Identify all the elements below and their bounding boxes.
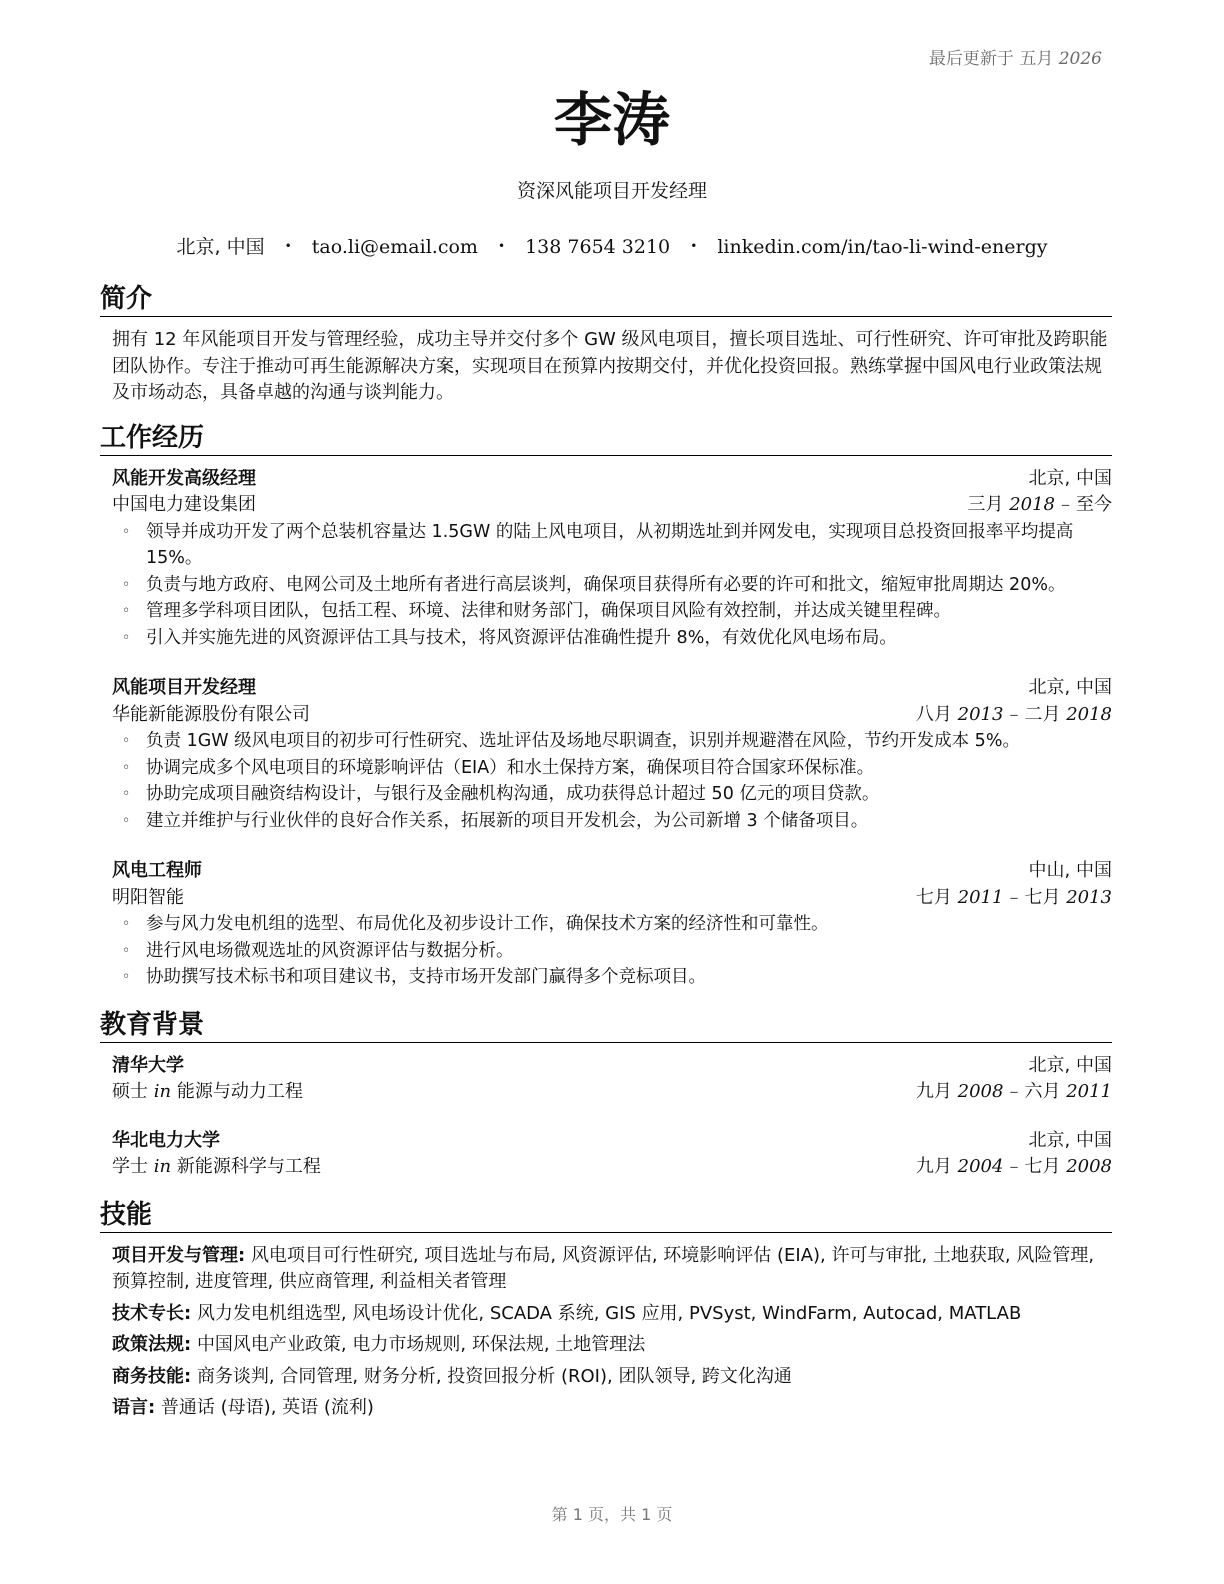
skill-label: 商务技能: (112, 1365, 192, 1387)
bullet-text: 参与风力发电机组的选型、布局优化及初步设计工作，确保技术方案的经济性和可靠性。 (146, 914, 829, 934)
degree-line (112, 1079, 303, 1106)
last-updated-year: 2026 (1058, 49, 1102, 69)
date-dash: – (1009, 703, 1019, 725)
degree-field: 能源与动力工程 (176, 1081, 303, 1102)
skill-row (112, 1301, 1112, 1328)
date-dash: – (1009, 1156, 1019, 1177)
edu-end-year: 2008 (1066, 1156, 1112, 1177)
candidate-title: 资深风能项目开发经理 (516, 180, 707, 202)
edu-dates (916, 1079, 1112, 1106)
resume-body (100, 282, 1112, 1428)
degree-line (112, 1154, 321, 1181)
contact-location: 北京, 中国 (176, 236, 265, 258)
experience-heading: 工作经历 (100, 421, 1112, 456)
skill-label: 政策法规: (112, 1334, 192, 1355)
job-dates (916, 885, 1112, 912)
contact-linkedin-link[interactable]: linkedin.com/in/tao-li-wind-energy (717, 236, 1048, 258)
skill-text: 普通话 (母语), 英语 (流利) (160, 1397, 374, 1418)
job-company: 中国电力建设集团 (112, 494, 256, 515)
job-dates (916, 702, 1112, 729)
contact-separator: • (497, 239, 506, 253)
summary-text: 拥有 12 年风能项目开发与管理经验，成功主导并交付多个 GW 级风电项目，擅长项目选址、可行性研究、许可审批及跨职能团队协作。专注于推动可再生能源解决方案，实现项目在预算内按期交付，并优化投资回报。熟练掌握中国风电行业政策法规及市场动态，具备卓越的沟通与谈判能力。 (112, 329, 1108, 403)
job-location: 中山, 中国 (1028, 860, 1112, 881)
edu-end-month: 六月 (1024, 1081, 1061, 1102)
list-item (112, 808, 1112, 835)
job-company: 华能新能源股份有限公司 (112, 703, 310, 725)
summary-section (100, 282, 1112, 407)
last-updated-month: 五月 (1019, 49, 1054, 69)
last-updated (929, 44, 1102, 69)
edu-dates (916, 1154, 1112, 1181)
list-item (112, 964, 1112, 991)
school-location: 北京, 中国 (1028, 1129, 1112, 1151)
school-name: 清华大学 (112, 1054, 184, 1076)
contact-email-link[interactable]: tao.li@email.com (311, 236, 478, 258)
contact-line (0, 232, 1224, 259)
date-dash: – (1061, 494, 1070, 515)
list-item (112, 781, 1112, 808)
job-bullets (112, 911, 1112, 991)
skill-text: 中国风电产业政策, 电力市场规则, 环保法规, 土地管理法 (196, 1334, 646, 1355)
experience-entry (112, 675, 1112, 834)
skill-label: 项目开发与管理: (112, 1244, 246, 1266)
list-item (112, 728, 1112, 755)
bullet-text: 进行风电场微观选址的风资源评估与数据分析。 (146, 940, 514, 961)
experience-entry (112, 466, 1112, 652)
education-entry (112, 1053, 1112, 1106)
edu-start-month: 九月 (915, 1081, 952, 1102)
list-item (112, 598, 1112, 625)
contact-separator: • (284, 239, 292, 253)
bullet-circle-icon: ◦ (122, 629, 131, 646)
school-name: 华北电力大学 (112, 1129, 220, 1151)
list-item (112, 572, 1112, 599)
bullet-circle-icon: ◦ (122, 759, 131, 776)
experience-section (100, 421, 1112, 991)
bullet-text: 管理多学科项目团队，包括工程、环境、法律和财务部门，确保项目风险有效控制，并达成关键里程碑。 (146, 601, 951, 621)
bullet-text: 协助完成项目融资结构设计，与银行及金融机构沟通，成功获得总计超过 50 亿元的项目贷款。 (146, 784, 880, 804)
bullet-circle-icon: ◦ (122, 916, 131, 932)
contact-separator: • (690, 239, 698, 253)
page-footer: 第 1 页，共 1 页 (551, 1505, 673, 1524)
list-item (112, 938, 1112, 965)
list-item (112, 755, 1112, 782)
job-end: 至今 (1076, 494, 1112, 515)
bullet-circle-icon: ◦ (122, 942, 131, 959)
job-start-year: 2011 (957, 886, 1004, 908)
date-dash: – (1009, 1081, 1019, 1102)
summary-heading: 简介 (100, 282, 1112, 317)
job-start-month: 七月 (915, 886, 952, 908)
date-dash: – (1009, 886, 1019, 908)
job-end-month: 七月 (1024, 886, 1061, 908)
bullet-text: 领导并成功开发了两个总装机容量达 1.5GW 的陆上风电项目，从初期选址到并网发电，实现项目总投资回报率平均提高 15%。 (146, 521, 1074, 568)
job-dates (967, 492, 1112, 519)
school-location: 北京, 中国 (1028, 1054, 1112, 1076)
job-end-year: 2018 (1066, 703, 1112, 725)
skill-label: 技术专长: (112, 1302, 192, 1324)
job-location: 北京, 中国 (1028, 467, 1112, 489)
edu-start-month: 九月 (915, 1156, 952, 1177)
bullet-text: 建立并维护与行业伙伴的良好合作关系，拓展新的项目开发机会，为公司新增 3 个储备项目。 (146, 810, 869, 831)
job-start-year: 2018 (1009, 494, 1055, 515)
skill-row (112, 1243, 1112, 1296)
candidate-name: 李涛 (553, 86, 670, 154)
bullet-circle-icon: ◦ (122, 603, 131, 619)
job-start-month: 八月 (915, 703, 952, 725)
bullet-circle-icon: ◦ (122, 969, 131, 985)
job-role: 风电工程师 (112, 860, 202, 881)
skill-row (112, 1364, 1112, 1391)
skills-section (100, 1198, 1112, 1422)
contact-phone: 138 7654 3210 (525, 236, 671, 258)
job-start-month: 三月 (967, 494, 1004, 515)
job-start-year: 2013 (957, 703, 1004, 725)
skills-heading: 技能 (100, 1198, 1112, 1233)
list-item (112, 519, 1112, 572)
bullet-circle-icon: ◦ (122, 576, 131, 593)
bullet-circle-icon: ◦ (122, 786, 131, 802)
skill-label: 语言: (112, 1397, 156, 1418)
edu-end-month: 七月 (1024, 1156, 1061, 1177)
list-item (112, 911, 1112, 938)
skill-row (112, 1395, 1112, 1422)
degree-field: 新能源科学与工程 (176, 1156, 321, 1177)
skill-row (112, 1332, 1112, 1359)
job-role: 风能项目开发经理 (112, 677, 256, 698)
degree: 硕士 (112, 1081, 148, 1102)
bullet-text: 引入并实施先进的风资源评估工具与技术，将风资源评估准确性提升 8%，有效优化风电场布局。 (146, 627, 897, 648)
edu-start-year: 2008 (957, 1081, 1004, 1102)
bullet-circle-icon: ◦ (122, 733, 131, 749)
skill-text: 风力发电机组选型, 风电场设计优化, SCADA 系统, GIS 应用, PVSyst, WindFarm, Autocad, MATLAB (196, 1302, 1022, 1324)
bullet-text: 协调完成多个风电项目的环境影响评估（EIA）和水土保持方案，确保项目符合国家环保标准。 (146, 757, 875, 778)
education-entry (112, 1128, 1112, 1181)
skill-text: 风电项目可行性研究, 项目选址与布局, 风资源评估, 环境影响评估 (EIA), 许可与审批, 土地获取, 风险管理, 预算控制, 进度管理, 供应商管理, 利益相关者管理 (112, 1244, 1095, 1292)
bullet-circle-icon: ◦ (122, 523, 131, 540)
last-updated-label: 最后更新于 (928, 49, 1014, 69)
degree: 学士 (112, 1156, 148, 1177)
job-company: 明阳智能 (112, 886, 184, 908)
edu-end-year: 2011 (1066, 1081, 1112, 1102)
job-location: 北京, 中国 (1028, 677, 1112, 698)
bullet-circle-icon: ◦ (122, 812, 131, 829)
edu-start-year: 2004 (957, 1156, 1004, 1177)
job-end-month: 二月 (1024, 703, 1061, 725)
job-end-year: 2013 (1066, 886, 1112, 908)
job-bullets (112, 519, 1112, 652)
experience-entry (112, 858, 1112, 991)
skill-text: 商务谈判, 合同管理, 财务分析, 投资回报分析 (ROI), 团队领导, 跨文化沟通 (196, 1365, 792, 1387)
job-role: 风能开发高级经理 (112, 467, 256, 489)
job-bullets (112, 728, 1112, 834)
degree-in: in (153, 1081, 172, 1102)
list-item (112, 625, 1112, 652)
education-section (100, 1008, 1112, 1181)
bullet-text: 负责与地方政府、电网公司及土地所有者进行高层谈判，确保项目获得所有必要的许可和批文，缩短审批周期达 20%。 (146, 574, 1066, 595)
bullet-text: 协助撰写技术标书和项目建议书，支持市场开发部门赢得多个竞标项目。 (146, 967, 706, 987)
education-heading: 教育背景 (100, 1008, 1112, 1043)
degree-in: in (153, 1156, 172, 1177)
bullet-text: 负责 1GW 级风电项目的初步可行性研究、选址评估及场地尽职调查，识别并规避潜在风险，节约开发成本 5%。 (146, 731, 1020, 751)
